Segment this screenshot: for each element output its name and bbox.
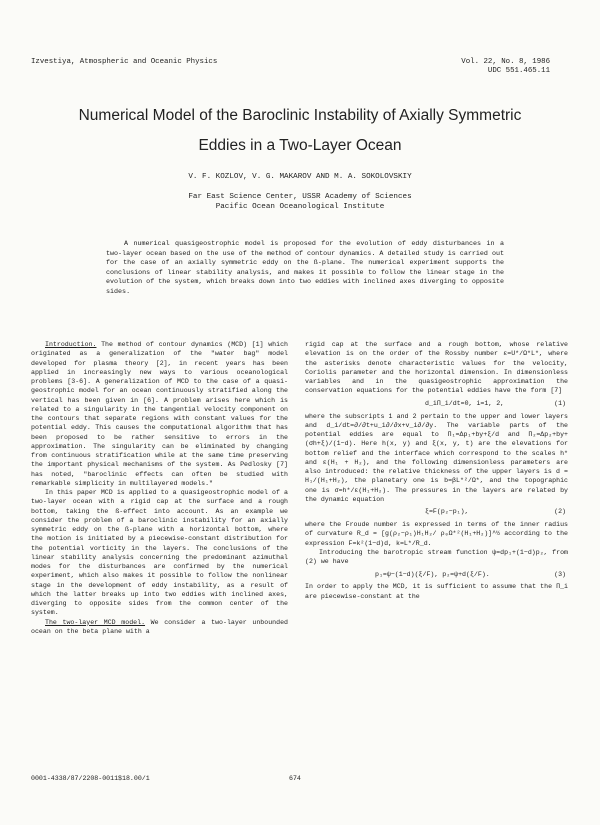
udc-code: UDC 551.465.11	[487, 67, 550, 75]
volume-info: Vol. 22, No. 8, 1986	[461, 58, 550, 66]
right-paragraph-3: where the Froude number is expressed in terms of the inner radius of curvature R_d = [g(ρ₂−ρ₁)H₁H₂/ ρ₀Ω*²(H₁+H₂)]^½ according to the expression F=k²(1−d)d, k=L*/R_d.	[305, 521, 568, 547]
page-number: 674	[289, 775, 301, 782]
authors: V. F. KOZLOV, V. G. MAKAROV AND M. A. SOKOLOVSKIY	[188, 173, 412, 181]
equation-1	[305, 396, 568, 412]
paper-title-line1: Numerical Model of the Baroclinic Instability of Axially Symmetric	[78, 107, 522, 124]
equation-1-body: d_iΠ_i/dt=0, i=1, 2,	[425, 399, 505, 407]
right-paragraph-4: Introducing the barotropic stream function ψ=dp₁+(1−d)p₂, from (2) we have	[305, 548, 568, 565]
intro-text: The method of contour dynamics (MCD) [1] which originated as a generalization of the "water bag" model developed for plasma theory [2], in recent years has been applied in increasingly new ways to various oceanological problems [3-6]. A generalization of MCD to the case of a quasi-geostrophic model for an ocean continuously stratified along the vertical has been given in [6]. A problem arises here which is related to a singularity in the tangential velocity component on the contours that separate regions with constant values for the potential eddy. This causes the computational algorithm that has been proposed to be rather sensitive to errors in the approximation. The singularity can be eliminated by changing from continuous stratification while at the same time preserving the important physical mechanisms of the system. As Pedlosky [7] has noted, "baroclinic effects can often be studied with remarkable simplicity in multilayered models."	[31, 341, 288, 487]
journal-name: Izvestiya, Atmospheric and Oceanic Physics	[31, 58, 218, 66]
right-paragraph-5: In order to apply the MCD, it is sufficient to assume that the Π_i are piecewise-constant at the	[305, 583, 568, 600]
affiliation-line2: Pacific Ocean Oceanological Institute	[215, 203, 385, 211]
model-heading: The two-layer MCD model.	[45, 618, 146, 626]
paper-title-line2: Eddies in a Two-Layer Ocean	[198, 137, 402, 154]
intro-heading: Introduction.	[45, 341, 97, 348]
footer-code: 0001-4338/87/2208-0011$18.00/1	[31, 775, 150, 782]
equation-2-number: (2)	[554, 508, 566, 516]
paragraph-2: In this paper MCD is applied to a quasigeostrophic model of a two-layer ocean with a rigid cap at the surface and a rough bottom, taking the ß-effect into account. As an example we consider the problem of a baroclinic instability for an axially symmetric eddy on the ß-plane with a horizontal bottom, where the motion is initiated by a piecewise-constant distribution for the potential vorticity in the layers. The conclusions of the linear stability analysis concerning the predominant azimuthal modes for the disturbances are confirmed by the numerical experiment, which also makes it possible to follow the nonlinear stage in the development of eddy instability, as a result of which the latter breaks up into two eddies with inclined axes, diverging to opposite sides from the common center of the system.	[31, 489, 288, 617]
left-column	[31, 340, 288, 636]
intro-paragraph	[31, 340, 288, 488]
equation-2	[305, 504, 568, 520]
equation-2-body: ξ=F(p₂−p₁),	[425, 508, 469, 516]
right-paragraph-1: rigid cap at the surface and a rough bottom, whose relative elevation is on the order of the Rossby number ε=U*/Ω*L*, where the asterisks denote characteristic values for the velocity, Coriolis parameter and the horizontal dimension. In dimensionless variables and in the quasigeostrophic approximation the conservation equations for the potential eddies have the form [7]	[305, 341, 568, 395]
model-text: We consider a two-layer unbounded ocean on the beta plane with a	[31, 618, 288, 635]
model-paragraph	[31, 618, 288, 637]
affiliation-line1: Far East Science Center, USSR Academy of Sciences	[188, 193, 412, 201]
right-column	[305, 340, 568, 601]
right-paragraph-2: where the subscripts 1 and 2 pertain to the upper and lower layers and d_i/dt=∂/∂t+u_i∂/∂x+v_i∂/∂y. The variable parts of the potential eddies are equal to Π₁=Δp₁+by+ξ/d and Π₂=Δp₂+by+(σh+ξ)/(1−d). Here h(x, y) and ξ(x, y, t) are the elevations for bottom relief and the interface which correspond to the scales h* and ε(H₁ + H₂), and the following dimensionless parameters are also introduced: the relative thickness of the upper layers is d = H₁/(H₁+H₂), the planetary one is b=βL*²/Ω*, and the topographic one is σ=h*/ε(H₁+H₂). The pressures in the layers are related by the dynamic equation	[305, 412, 568, 503]
equation-3	[305, 566, 568, 582]
equation-3-body: p₁=ψ−(1−d)(ξ/F), p₂=ψ+d(ξ/F).	[375, 570, 490, 578]
equation-1-number: (1)	[554, 399, 566, 407]
equation-3-number: (3)	[554, 570, 566, 578]
abstract: A numerical quasigeostrophic model is proposed for the evolution of eddy disturbances in a two-layer ocean based on the use of the method of contour dynamics. A detailed study is carried out for the case of an axially symmetric eddy on the ß-plane. The numerical experiment supports the conclusions of linear stability analysis, and makes it possible to follow the linear stage in the evolution of the system, which breaks down into two eddies with inclined axes diverging to opposite sides.	[106, 240, 504, 296]
